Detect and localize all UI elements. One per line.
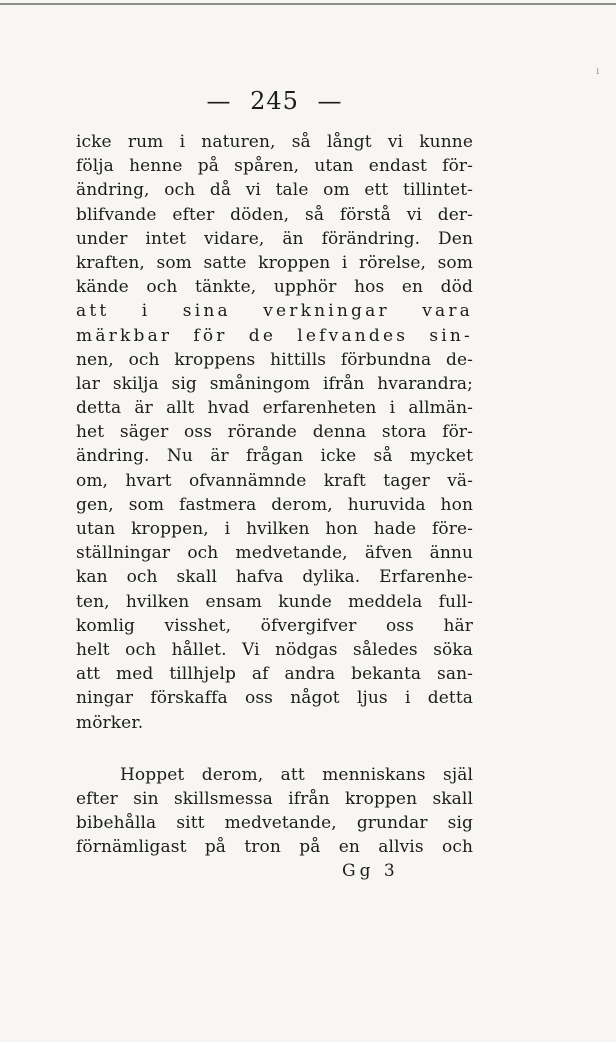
- text-line: icke rum i naturen, så långt vi kunne: [76, 132, 473, 152]
- text-line: utan kroppen, i hvilken hon hade före-: [76, 519, 473, 539]
- text-line: komlig visshet, öfvergifver oss här: [76, 615, 473, 636]
- text-line: under intet vidare, än förändring. Den: [76, 228, 473, 249]
- paragraph-2: [76, 763, 473, 860]
- margin-mark: ı: [596, 66, 600, 77]
- header-dash-left: —: [206, 87, 232, 115]
- text-line: märkbar för de lefvandes sin-: [76, 325, 473, 346]
- text-line: ten, hvilken ensam kunde meddela full-: [76, 591, 473, 612]
- text-line: kände och tänkte, upphör hos en död: [76, 277, 473, 298]
- text-line: att med tillhjelp af andra bekanta san-: [76, 664, 473, 685]
- text-line: mörker.: [76, 712, 144, 733]
- header-dash-right: —: [317, 87, 343, 115]
- text-line: nen, och kroppens hittills förbundna de-: [76, 349, 473, 370]
- page-number: 245: [250, 87, 299, 115]
- book-page: [76, 86, 473, 883]
- text-line: ändring. Nu är frågan icke så mycket: [76, 446, 473, 467]
- paragraph-gap: [76, 735, 473, 763]
- text-line: detta är allt hvad erfarenheten i allmän-: [76, 398, 473, 419]
- text-line: het säger oss rörande denna stora för-: [76, 422, 473, 443]
- text-line: bibehålla sitt medvetande, grundar sig: [76, 813, 473, 834]
- text-line: följa henne på spåren, utan endast för-: [76, 156, 473, 177]
- top-border-rule: [0, 3, 616, 5]
- text-line: ställningar och medvetande, äfven ännu: [76, 543, 473, 564]
- text-line: kraften, som satte kroppen i rörelse, som: [76, 252, 473, 273]
- text-line: efter sin skillsmessa ifrån kroppen skall: [76, 788, 473, 809]
- text-line: kan och skall hafva dylika. Erfarenhe-: [76, 567, 473, 588]
- text-line: lar skilja sig småningom ifrån hvarandra;: [76, 373, 473, 394]
- text-line: förnämligast på tron på en allvis och: [76, 837, 473, 858]
- text-line: helt och hållet. Vi nödgas således söka: [76, 639, 473, 660]
- text-line: att i sina verkningar vara: [76, 301, 473, 322]
- signature-mark: Gg 3: [342, 861, 399, 882]
- text-line: Hoppet derom, att menniskans själ: [120, 764, 473, 785]
- text-line: blifvande efter döden, så förstå vi der-: [76, 204, 473, 225]
- text-line: om, hvart ofvannämnde kraft tager vä-: [76, 470, 473, 491]
- page-header: [76, 86, 473, 116]
- paragraph-1: [76, 130, 473, 735]
- text-line: ningar förskaffa oss något ljus i detta: [76, 688, 473, 709]
- text-line: gen, som fastmera derom, huruvida hon: [76, 494, 473, 515]
- text-line: ändring, och då vi tale om ett tillintet-: [76, 180, 473, 201]
